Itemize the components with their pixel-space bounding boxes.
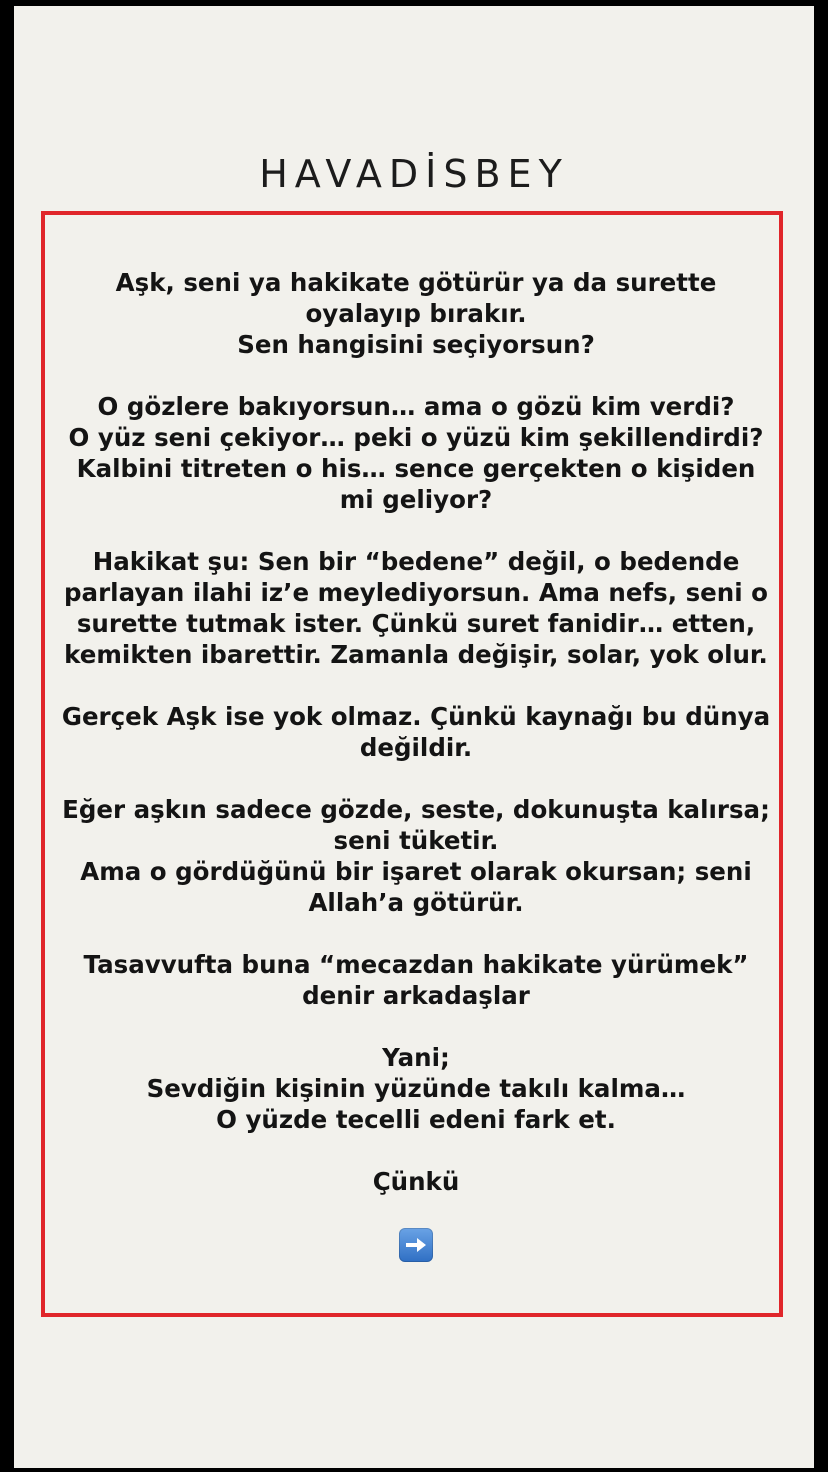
quote-line: Kalbini titreten o his… sence gerçekten o kişiden mi geliyor? [76,454,756,514]
quote-paragraph [57,546,775,670]
quote-paragraph [57,267,775,360]
quote-paragraph [57,1166,775,1197]
quote-line: Hakikat şu: Sen bir “bedene” değil, o bedende parlayan ilahi iz’e meylediyorsun. Ama nefs, seni o surette tutmak ister. Çünkü suret fanidir… etten, kemikten ibarettir. Zamanla değişir, solar, yok olur. [64,547,768,669]
quote-line: O yüzde tecelli edeni fark et. [216,1105,616,1134]
continue-indicator [57,1228,775,1262]
quote-line: Aşk, seni ya hakikate götürür ya da surette oyalayıp bırakır. [115,268,717,328]
quote-paragraph [57,1042,775,1135]
brand-title: HAVADİSBEY [259,152,569,196]
quote-line: O yüz seni çekiyor… peki o yüzü kim şekillendirdi? [68,423,764,452]
quote-paragraph [57,794,775,918]
quote-text [45,267,787,1262]
quote-line: Eğer aşkın sadece gözde, seste, dokunuşta kalırsa; seni tüketir. [62,795,770,855]
post-page [14,6,814,1468]
quote-line: Sevdiğin kişinin yüzünde takılı kalma… [146,1074,686,1103]
quote-line: Çünkü [372,1167,460,1196]
quote-line: O gözlere bakıyorsun… ama o gözü kim verdi? [97,392,735,421]
quote-paragraph [57,391,775,515]
quote-line: Gerçek Aşk ise yok olmaz. Çünkü kaynağı bu dünya değildir. [61,702,771,762]
quote-line: Ama o gördüğünü bir işaret olarak okursan; seni Allah’a götürür. [80,857,752,917]
quote-line: Tasavvufta buna “mecazdan hakikate yürümek” denir arkadaşlar [83,950,749,1010]
quote-paragraph [57,949,775,1011]
quote-line: Yani; [382,1043,450,1072]
right-arrow-icon [399,1228,433,1262]
quote-paragraph [57,701,775,763]
quote-box [41,211,783,1317]
quote-line: Sen hangisini seçiyorsun? [237,330,595,359]
